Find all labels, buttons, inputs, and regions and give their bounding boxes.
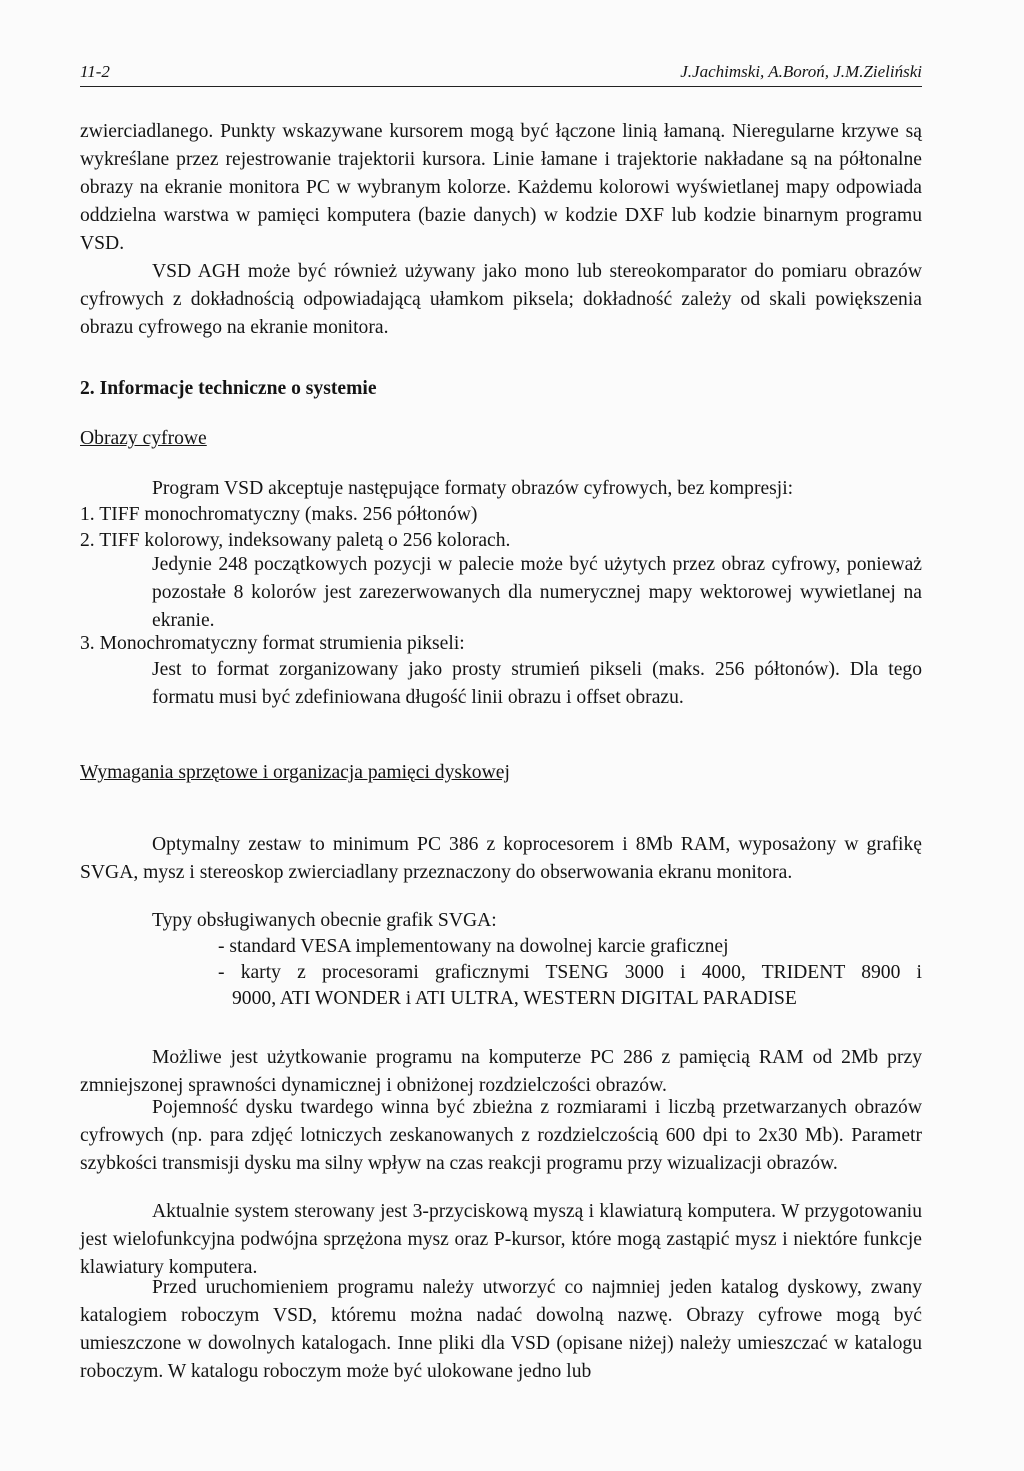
paragraph-2: VSD AGH może być również używany jako mono lub stereokomparator do pomiaru obrazów cyfrowych z dokładnością odpowiadającą ułamkom piksela; dokładność zależy od skali powiększenia obrazu cyfrowego na ekranie monitora. xyxy=(80,261,922,338)
paragraph-1: zwierciadlanego. Punkty wskazywane kursorem mogą być łączone linią łamaną. Nieregularne krzywe są wykreślane przez rejestrowanie trajektorii kursora. Linie łamane i trajektorie nakładane są na półtonalne obrazy na ekranie monitora PC w wybranym kolorze. Każdemu kolorowi wyświetlanej mapy odpowiada oddzielna warstwa w pamięci komputera (bazie danych) w kodzie DXF lub kodzie binarnym programu VSD. xyxy=(80,121,922,254)
paragraph-mouse: Aktualnie system sterowany jest 3-przyciskową myszą i klawiaturą komputera. W przygotowaniu jest wielofunkcyjna podwójna sprzężona mysz oraz P-kursor, które mogą zastąpić mysz i niektóre funkcje klawiatury komputera. xyxy=(80,1201,922,1278)
formats-intro: Program VSD akceptuje następujące formaty obrazów cyfrowych, bez kompresji: xyxy=(152,478,794,499)
page-number: 11-2 xyxy=(80,62,110,81)
format-item-3: 3. Monochromatyczny format strumienia pikseli: xyxy=(80,633,465,654)
svga-item-2-cont: 9000, ATI WONDER i ATI ULTRA, WESTERN DIGITAL PARADISE xyxy=(232,988,797,1009)
hardware-paragraph: Optymalny zestaw to minimum PC 386 z koprocesorem i 8Mb RAM, wyposażony w grafikę SVGA, mysz i stereoskop zwierciadlany przeznaczony do obserwowania ekranu monitora. xyxy=(80,834,922,883)
format-item-1: 1. TIFF monochromatyczny (maks. 256 półtonów) xyxy=(80,504,478,525)
format-item-3-note: Jest to format zorganizowany jako prosty strumień pikseli (maks. 256 półtonów). Dla tego formatu musi być zdefiniowana długość linii obrazu i offset obrazu. xyxy=(152,659,922,708)
authors: J.Jachimski, A.Boroń, J.M.Zieliński xyxy=(680,62,922,81)
page-header xyxy=(80,58,922,87)
subhead-wymagania: Wymagania sprzętowe i organizacja pamięci dyskowej xyxy=(80,762,510,783)
svga-item-1: - standard VESA implementowany na dowolnej karcie graficznej xyxy=(218,936,729,957)
format-item-2: 2. TIFF kolorowy, indeksowany paletą o 256 kolorach. xyxy=(80,530,511,551)
subhead-obrazy-cyfrowe: Obrazy cyfrowe xyxy=(80,428,207,449)
paragraph-catalog: Przed uruchomieniem programu należy utworzyć co najmniej jeden katalog dyskowy, zwany katalogiem roboczym VSD, któremu można nadać dowolną nazwę. Obrazy cyfrowe mogą być umieszczone w dowolnych katalogach. Inne pliki dla VSD (opisane niżej) należy umieszczać w katalogu roboczym. W katalogu roboczym może być ulokowane jedno lub xyxy=(80,1277,922,1382)
svga-item-2: - karty z procesorami graficznymi TSENG 3000 i 4000, TRIDENT 8900 i xyxy=(218,962,922,983)
section-heading: 2. Informacje techniczne o systemie xyxy=(80,378,377,399)
format-item-2-note: Jedynie 248 początkowych pozycji w palecie może być użytych przez obraz cyfrowy, ponieważ pozostałe 8 kolorów jest zarezerwowanych dla numerycznej mapy wektorowej wywietlanej na ekranie. xyxy=(152,554,922,631)
paragraph-disk: Pojemność dysku twardego winna być zbieżna z rozmiarami i liczbą przetwarzanych obrazów cyfrowych (np. para zdjęć lotniczych zeskanowanych z rozdzielczością 600 dpi to 2x30 Mb). Parametr szybkości transmisji dysku ma silny wpływ na czas reakcji programu przy wizualizacji obrazów. xyxy=(80,1097,922,1174)
paragraph-pc286: Możliwe jest użytkowanie programu na komputerze PC 286 z pamięcią RAM od 2Mb przy zmniejszonej sprawności dynamicznej i obniżonej rozdzielczości obrazów. xyxy=(80,1047,922,1096)
svga-intro: Typy obsługiwanych obecnie grafik SVGA: xyxy=(152,910,497,931)
